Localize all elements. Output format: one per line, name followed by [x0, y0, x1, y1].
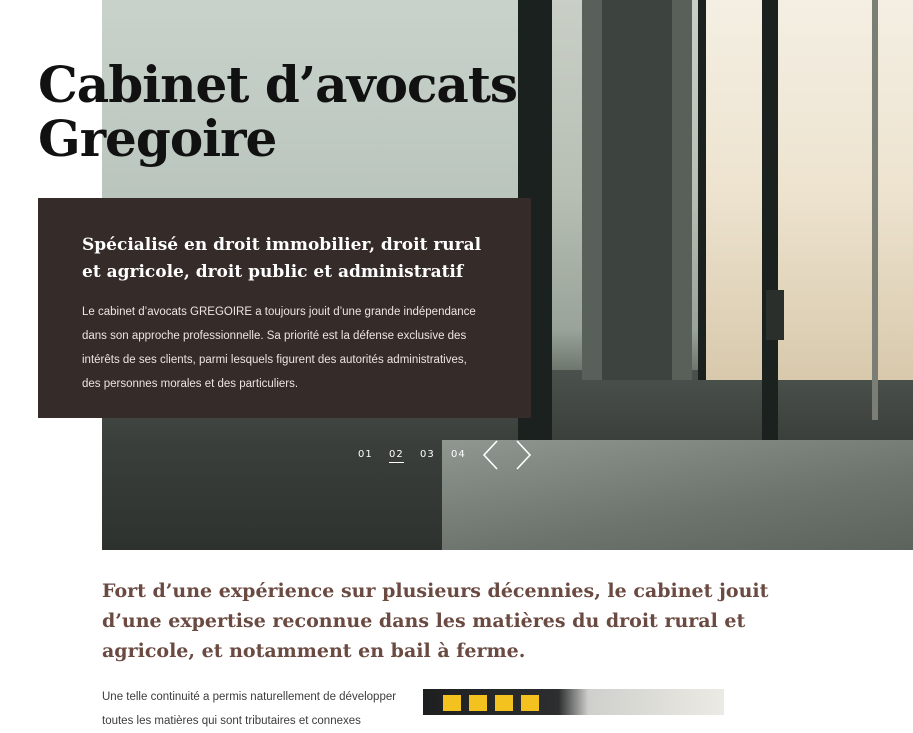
card-description-line: Le cabinet d’avocats GREGOIRE a toujours jouit d’une grande indépendance — [82, 306, 476, 318]
intro-lead-line: Fort d’une expérience sur plusieurs décennies, le cabinet jouit — [102, 580, 769, 602]
page-title-line-1: Cabinet d’avocats — [38, 55, 518, 114]
slide-indicator-03[interactable]: 03 — [420, 449, 435, 460]
sticky-note — [495, 695, 513, 711]
slider-navigation — [358, 440, 538, 470]
slider-next-button[interactable] — [514, 440, 532, 470]
card-heading — [82, 232, 487, 286]
wall-pillar-inner — [602, 0, 672, 380]
card-description-line: intérêts de ses clients, parmi lesquels figurent des autorités administratives, — [82, 354, 467, 366]
card-heading-line-2: et agricole, droit public et administratif — [82, 262, 464, 282]
office-photo — [423, 689, 724, 715]
page-title — [38, 55, 518, 168]
slide-indicator-01[interactable]: 01 — [358, 449, 373, 460]
door-frame — [762, 0, 778, 440]
intro-body-line: Une telle continuité a permis naturellement de développer — [102, 691, 397, 703]
chevron-right-icon — [514, 440, 532, 470]
card-description — [82, 300, 487, 396]
intro-lead-line: d’une expertise reconnue dans les matières du droit rural et — [102, 610, 746, 632]
slider-prev-button[interactable] — [482, 440, 500, 470]
window-frame — [698, 0, 706, 380]
slide-indicator-04[interactable]: 04 — [451, 449, 466, 460]
card-description-line: des personnes morales et des particuliers. — [82, 378, 299, 390]
card-heading-line-1: Spécialisé en droit immobilier, droit rural — [82, 235, 482, 255]
sticky-note — [443, 695, 461, 711]
bright-window — [702, 0, 913, 380]
intro-body-line: toutes les matières qui sont tributaires et connexes — [102, 715, 361, 727]
intro-lead-line: agricole, et notamment en bail à ferme. — [102, 640, 526, 662]
door-handle — [766, 290, 784, 340]
slide-indicator-02[interactable]: 02 — [389, 449, 404, 463]
intro-lead — [102, 576, 769, 666]
sticky-note — [521, 695, 539, 711]
sticky-note — [469, 695, 487, 711]
window-frame-right — [872, 0, 878, 420]
intro-card — [38, 198, 531, 418]
card-description-line: dans son approche professionnelle. Sa priorité est la défense exclusive des — [82, 330, 467, 342]
chevron-left-icon — [482, 440, 500, 470]
page-title-line-2: Gregoire — [38, 109, 277, 168]
intro-body — [102, 685, 412, 733]
